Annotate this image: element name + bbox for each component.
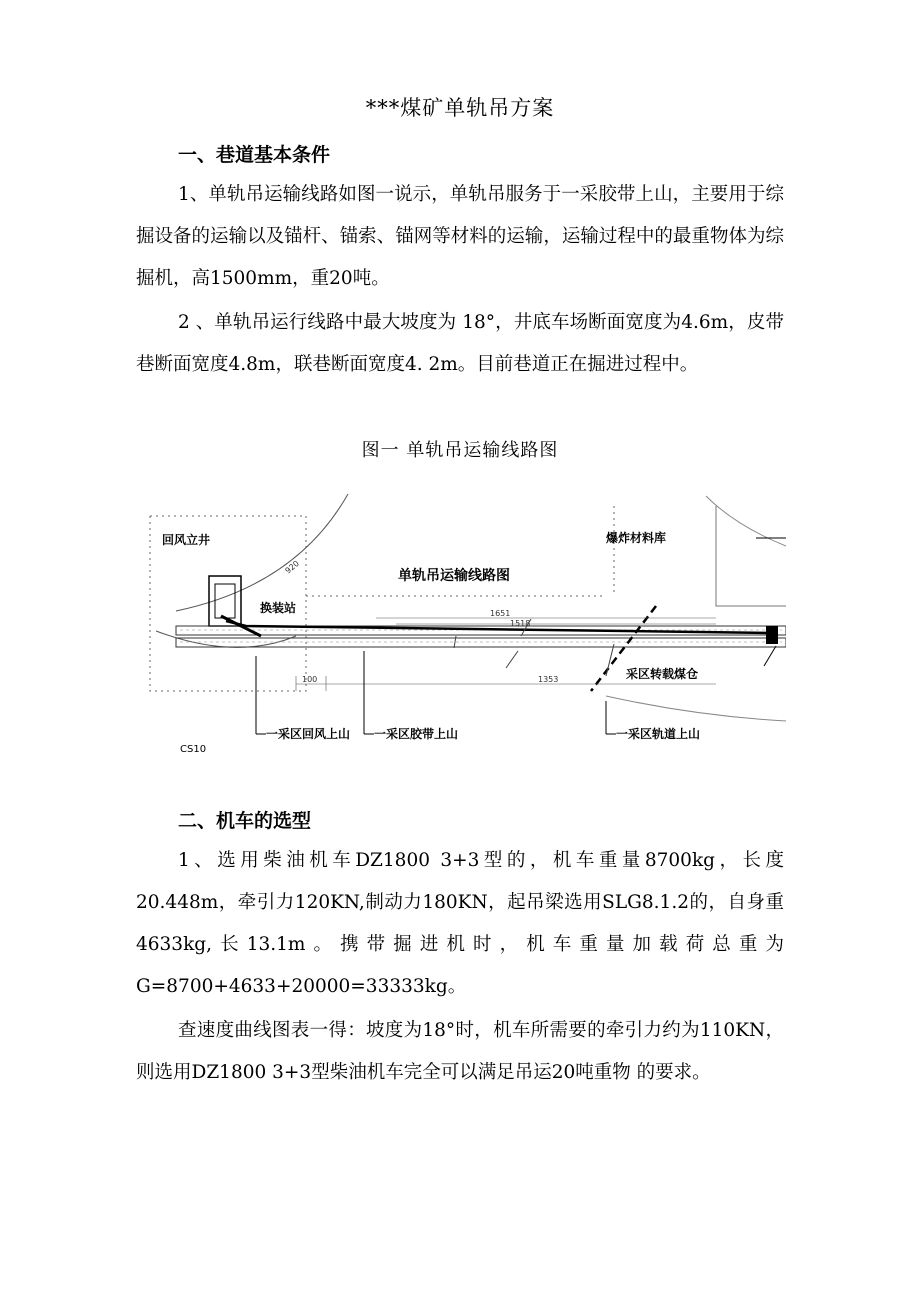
label-return-incline: 一采区回风上山 — [266, 727, 351, 741]
label-coal-bunker: 采区转载煤仓 — [626, 667, 699, 681]
label-dim-1518: 1518 — [510, 619, 531, 628]
label-dim-1651: 1651 — [490, 609, 511, 618]
label-contour-920: 920 — [283, 558, 301, 576]
label-map-title: 单轨吊运输线路图 — [398, 568, 510, 584]
label-figure-code: CS10 — [180, 744, 207, 755]
paragraph-locomotive-specs: 1、选用柴油机车DZ1800 3+3型的，机车重量8700kg，长度20.448m，牵引力120KN,制动力180KN，起吊梁选用SLG8.1.2的，自身重4633kg,长13.1m。携带掘进机时，机车重量加载荷总重为G=8700+4633+20000=33333kg。 — [136, 850, 784, 997]
paragraph-transport-route: 1、单轨吊运输线路如图一说示，单轨吊服务于一采胶带上山，主要用于综掘设备的运输以及锚杆、锚索、锚网等材料的运输，运输过程中的最重物体为综掘机，高1500mm，重20吨。 — [136, 184, 784, 289]
label-dim-100: 100 — [302, 675, 318, 684]
contour-curve-lower — [156, 631, 296, 647]
figure-caption: 图一 单轨吊运输线路图 — [361, 440, 559, 461]
contour-curve-upper — [176, 494, 348, 611]
roadway-lower — [176, 638, 786, 647]
monorail-route — [226, 621, 776, 633]
paragraph-gradient-widths: 2 、单轨吊运行线路中最大坡度为 18°，井底车场断面宽度为4.6m，皮带巷断面宽度4.8m，联巷断面宽度4. 2m。目前巷道正在掘进过程中。 — [136, 312, 784, 375]
label-explosives-store: 爆炸材料库 — [606, 531, 667, 545]
label-return-shaft: 回风立井 — [162, 533, 211, 547]
building-outline — [716, 506, 786, 606]
document-title: ***煤矿单轨吊方案 — [365, 96, 555, 120]
label-dim-1353: 1353 — [538, 675, 559, 684]
curve-bottom-right — [606, 696, 786, 721]
return-shaft-inner — [215, 584, 235, 618]
paragraph-traction-check: 查速度曲线图表一得：坡度为18°时，机车所需要的牵引力约为110KN，则选用DZ1800 3+3型柴油机车完全可以满足吊运20吨重物 的要求。 — [136, 1020, 784, 1083]
label-track-incline: 一采区轨道上山 — [616, 727, 701, 741]
coal-bunker-marker — [766, 626, 778, 644]
label-transfer-station: 换装站 — [260, 601, 297, 615]
section-heading-locomotive-selection: 二、机车的选型 — [178, 810, 312, 832]
route-diagram — [136, 486, 786, 766]
label-belt-incline: 一采区胶带上山 — [374, 727, 459, 741]
section-heading-roadway-conditions: 一、巷道基本条件 — [178, 144, 331, 166]
